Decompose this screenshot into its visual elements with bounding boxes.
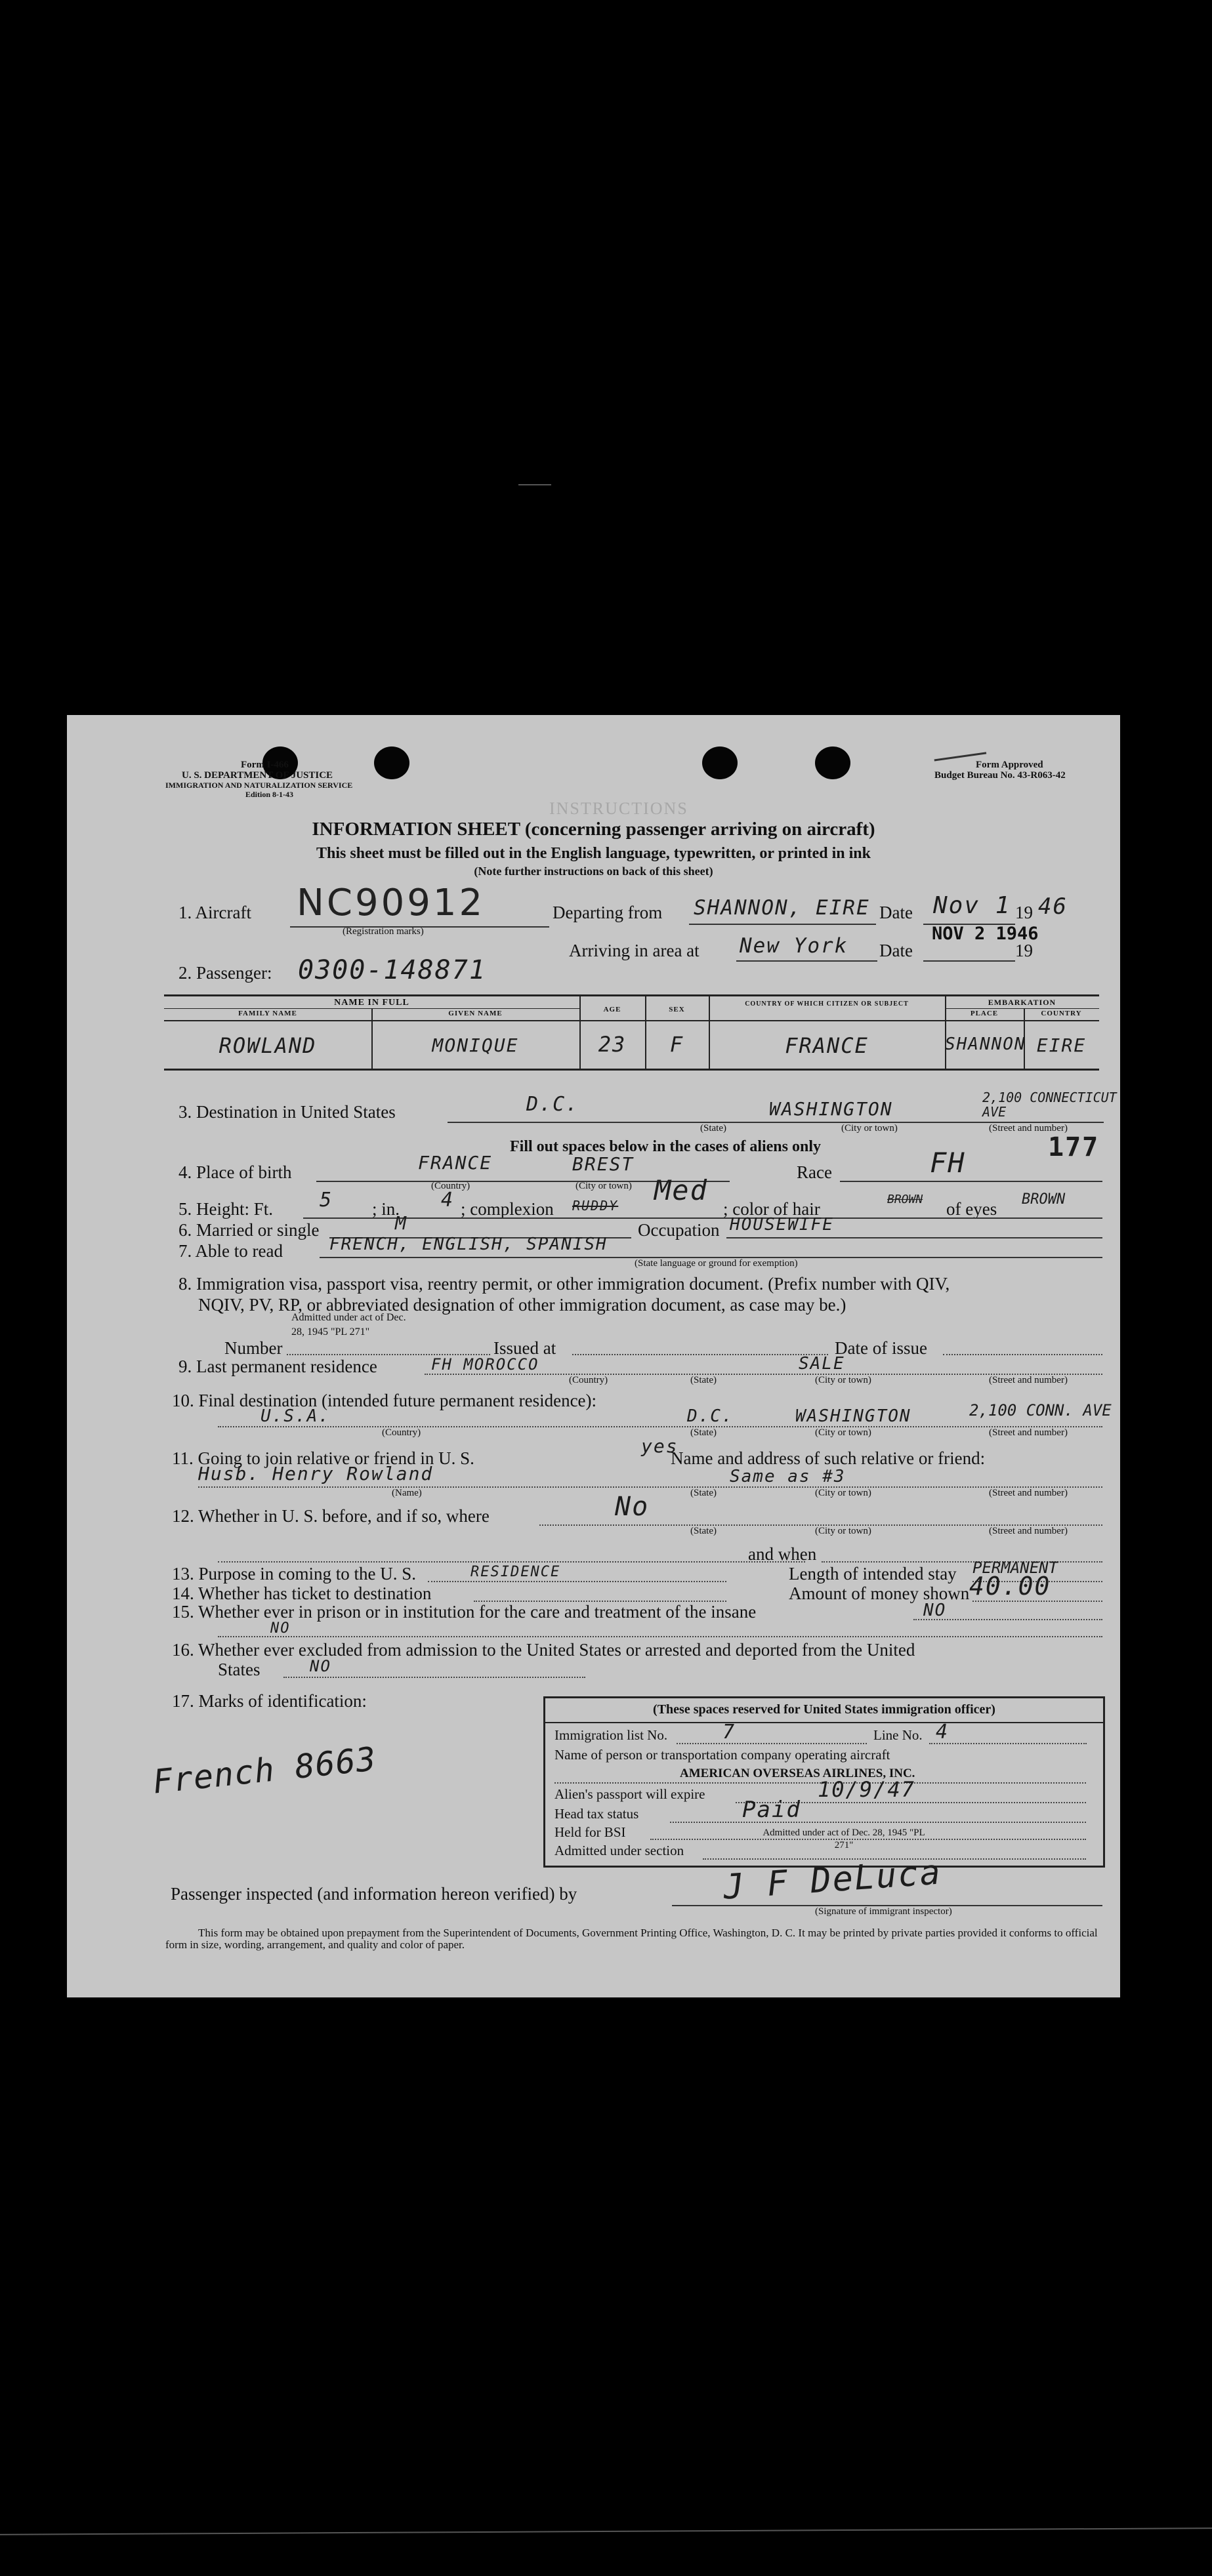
country-header: COUNTRY [1041, 1010, 1082, 1017]
list-no-value: 7 [722, 1721, 736, 1744]
prison-label: 15. Whether ever in prison or in institution for the care and treatment of the insane [172, 1602, 757, 1622]
eyes-value: BROWN [1022, 1191, 1066, 1208]
complexion-value: Med [654, 1174, 708, 1206]
height-ft-value: 5 [320, 1189, 333, 1212]
final-country-value: U.S.A. [261, 1406, 330, 1426]
final-state-value: D.C. [687, 1406, 734, 1426]
passenger-number: 0300-148871 [298, 955, 486, 985]
inch-label: ; in. [372, 1199, 400, 1219]
place-header: PLACE [970, 1010, 999, 1017]
hair-value: BROWN [887, 1193, 923, 1206]
join-value: yes [641, 1435, 679, 1457]
inspector-signature: J F DeLuca [722, 1852, 943, 1908]
join-line [198, 1486, 1102, 1488]
punch-hole [702, 746, 738, 779]
prison-line-2 [218, 1636, 1102, 1637]
destination-city-sub: (City or town) [841, 1123, 898, 1134]
given-name-value: MONIQUE [432, 1034, 519, 1056]
prison-value: NO [923, 1601, 947, 1620]
join-label: 11. Going to join relative or friend in U. S. [172, 1448, 474, 1468]
money-value: 40.00 [969, 1572, 1051, 1601]
height-label: 5. Height: Ft. [178, 1199, 274, 1219]
arrival-date-stamp: NOV 2 1946 [932, 924, 1039, 944]
company-label: Name of person or transportation company operating aircraft [554, 1747, 890, 1763]
ticket-label: 14. Whether has ticket to destination [172, 1584, 432, 1603]
before-city-sub: (City or town) [815, 1526, 871, 1536]
length-value: PERMANENT [972, 1559, 1058, 1577]
aircraft-label: 1. Aircraft [178, 903, 251, 922]
form-title: INFORMATION SHEET (concerning passenger arriving on aircraft) [312, 819, 875, 840]
birth-country-sub: (Country) [431, 1181, 470, 1191]
bsi-label: Held for BSI [554, 1824, 626, 1840]
fill-out-notice: Fill out spaces below in the cases of aliens only [510, 1138, 822, 1155]
marks-label: 17. Marks of identification: [172, 1691, 367, 1711]
arriving-value: New York [740, 934, 848, 958]
before-street-sub: (Street and number) [989, 1526, 1068, 1536]
budget-number: Budget Bureau No. 43-R063-42 [934, 770, 1066, 781]
before-state-sub: (State) [690, 1526, 717, 1536]
citizen-header: COUNTRY OF WHICH CITIZEN OR SUBJECT [745, 1000, 909, 1008]
join-city-sub: (City or town) [815, 1488, 871, 1498]
before-value: No [615, 1492, 650, 1522]
admitted-stamp: Admitted under act of Dec. 28, 1945 "PL 271" [763, 1828, 925, 1850]
birth-city-value: BREST [572, 1153, 635, 1175]
read-label: 7. Able to read [178, 1241, 283, 1261]
line-no-value: 4 [936, 1721, 950, 1744]
residence-country-value: FH MOROCCO [431, 1355, 539, 1374]
hair-label: ; color of hair [723, 1199, 820, 1219]
form-subtitle: This sheet must be filled out in the English language, typewritten, or printed in ink [316, 845, 871, 862]
join-addr-value: Same as #3 [730, 1467, 846, 1486]
name-in-full-header: NAME IN FULL [334, 998, 409, 1008]
company-value: AMERICAN OVERSEAS AIRLINES, INC. [680, 1767, 915, 1780]
visa-label-1: 8. Immigration visa, passport visa, reentry permit, or other immigration document. (Prefix number with QIV, [178, 1274, 950, 1294]
date-issue-line [943, 1354, 1102, 1355]
length-label: Length of intended stay [789, 1564, 957, 1584]
form-note: (Note further instructions on back of this sheet) [474, 865, 713, 878]
birth-city-sub: (City or town) [575, 1181, 632, 1191]
embarkation-rule [945, 1008, 1099, 1009]
edition: Edition 8-1-43 [245, 790, 294, 799]
final-street-value: 2,100 CONN. AVE [969, 1401, 1112, 1420]
read-sub: (State language or ground for exemption) [635, 1258, 798, 1269]
arrival-date-line [923, 960, 1015, 962]
issued-label: Issued at [493, 1338, 556, 1358]
date-issue-label: Date of issue [835, 1338, 927, 1358]
destination-street-value: 2,100 CONNECTICUT AVE [982, 1090, 1117, 1120]
place-value: SHANNON [945, 1034, 1026, 1054]
passenger-label: 2. Passenger: [178, 963, 272, 983]
bleed-through-text: INSTRUCTIONS [549, 799, 688, 818]
sex-header: SEX [669, 1006, 685, 1013]
destination-state-value: D.C. [526, 1093, 579, 1116]
list-no-line [677, 1743, 867, 1744]
officer-box [543, 1696, 1105, 1868]
number-label: Number [224, 1338, 283, 1358]
destination-state-sub: (State) [700, 1123, 726, 1134]
given-name-header: GIVEN NAME [448, 1010, 503, 1017]
occupation-value: HOUSEWIFE [730, 1215, 834, 1235]
destination-city-value: WASHINGTON [769, 1098, 893, 1120]
name-in-full-rule [164, 1008, 579, 1009]
passport-value: 10/9/47 [818, 1777, 915, 1802]
join-name-label: Name and address of such relative or friend: [671, 1448, 986, 1468]
before-line-2 [218, 1561, 805, 1563]
eyes-label: of eyes [946, 1199, 997, 1219]
age-header: AGE [603, 1006, 621, 1013]
issued-line [572, 1354, 828, 1355]
line-no-label: Line No. [873, 1727, 923, 1743]
record-number: 177 [1048, 1132, 1100, 1162]
departing-value: SHANNON, EIRE [694, 896, 870, 920]
destination-street-sub: (Street and number) [989, 1123, 1068, 1134]
final-country-sub: (Country) [382, 1427, 421, 1438]
excluded-value: NO [310, 1657, 331, 1675]
race-value: FH [930, 1147, 966, 1179]
complexion-struck: RUDDY [572, 1198, 619, 1214]
and-when-label: and when [748, 1544, 817, 1564]
punch-hole [815, 746, 850, 779]
read-value: FRENCH, ENGLISH, SPANISH [329, 1235, 608, 1254]
join-street-sub: (Street and number) [989, 1488, 1068, 1498]
occupation-label: Occupation [638, 1220, 720, 1240]
and-when-line [822, 1561, 1102, 1563]
date-dep-value: Nov 1 [933, 892, 1011, 919]
arrival-date-label: Date [879, 941, 913, 960]
arriving-label: Arriving in area at [569, 941, 700, 960]
citizen-value: FRANCE [785, 1033, 869, 1058]
race-line [840, 1181, 1102, 1182]
marks-value: French 8663 [150, 1740, 379, 1801]
final-street-sub: (Street and number) [989, 1427, 1068, 1438]
departing-line [689, 924, 876, 925]
residence-country-sub: (Country) [569, 1375, 608, 1385]
residence-city-value: SALE [799, 1354, 845, 1374]
registration-sublabel: (Registration marks) [343, 926, 424, 937]
residence-label: 9. Last permanent residence [178, 1357, 377, 1376]
purpose-label: 13. Purpose in coming to the U. S. [172, 1564, 416, 1584]
married-label: 6. Married or single [178, 1220, 320, 1240]
department: U. S. DEPARTMENT OF JUSTICE [182, 770, 333, 781]
departing-label: Departing from [553, 903, 663, 922]
height-line [303, 1217, 1102, 1219]
final-state-sub: (State) [690, 1427, 717, 1438]
sex-value: F [669, 1032, 684, 1057]
family-name-header: FAMILY NAME [238, 1010, 297, 1017]
passport-label: Alien's passport will expire [554, 1786, 705, 1802]
excluded-line [283, 1677, 585, 1678]
date-label: Date [879, 903, 913, 922]
scan-line [518, 484, 551, 485]
list-no-label: Immigration list No. [554, 1727, 668, 1743]
complexion-label: ; complexion [461, 1199, 554, 1219]
scan-line-bottom [0, 2527, 1212, 2535]
form-approved: Form Approved [976, 760, 1043, 770]
purpose-line [428, 1581, 726, 1582]
admitted-label: Admitted under section [554, 1843, 684, 1858]
occupation-line [726, 1237, 1102, 1238]
final-city-sub: (City or town) [815, 1427, 871, 1438]
prison-value-2: NO [270, 1620, 291, 1637]
join-name-sub: (Name) [392, 1488, 422, 1498]
join-state-sub: (State) [690, 1488, 717, 1498]
final-city-value: WASHINGTON [795, 1406, 911, 1426]
height-in-value: 4 [441, 1189, 455, 1212]
punch-hole [374, 746, 409, 779]
inspected-label: Passenger inspected (and information hereon verified) by [171, 1884, 577, 1904]
form-number: Form I-466 [241, 760, 289, 770]
passenger-table [164, 994, 1099, 1071]
residence-state-sub: (State) [690, 1375, 717, 1385]
signature-sub: (Signature of immigrant inspector) [815, 1906, 952, 1917]
table-header-divider [164, 1020, 1099, 1021]
final-label: 10. Final destination (intended future permanent residence): [172, 1391, 597, 1410]
married-value: M [395, 1212, 407, 1234]
officer-box-rule [545, 1722, 1103, 1723]
join-name-value: Husb. Henry Rowland [198, 1463, 434, 1484]
family-name-value: ROWLAND [219, 1033, 317, 1058]
age-value: 23 [598, 1032, 627, 1057]
purpose-value: RESIDENCE [470, 1564, 561, 1580]
birth-label: 4. Place of birth [178, 1162, 292, 1182]
before-label: 12. Whether in U. S. before, and if so, where [172, 1506, 490, 1526]
visa-stamp: Admitted under act of Dec. 28, 1945 "PL 271" [291, 1312, 406, 1338]
aircraft-value: NC90912 [297, 882, 486, 924]
final-line [218, 1426, 1102, 1427]
service: IMMIGRATION AND NATURALIZATION SERVICE [165, 781, 353, 790]
birth-country-value: FRANCE [418, 1152, 493, 1174]
residence-street-sub: (Street and number) [989, 1375, 1068, 1385]
officer-box-title: (These spaces reserved for United States immigration officer) [653, 1702, 995, 1717]
arrival-year-prefix: 19 [1015, 941, 1033, 960]
country-value: EIRE [1036, 1034, 1087, 1056]
year-prefix: 19 [1015, 903, 1033, 922]
residence-city-sub: (City or town) [815, 1375, 871, 1385]
race-label: Race [797, 1162, 832, 1182]
money-label: Amount of money shown [789, 1584, 970, 1603]
visa-label-2: NQIV, PV, RP, or abbreviated designation of other immigration document, as case may be.) [198, 1295, 846, 1315]
tax-line [670, 1822, 1086, 1823]
tax-label: Head tax status [554, 1806, 639, 1822]
tax-value: Paid [742, 1797, 801, 1823]
footer-note: This form may be obtained upon prepayment from the Superintendent of Documents, Government Printing Office, Washington, D. C. It may be printed by private parties provided it conforms to official form in size, wording, arrangement, and quality and color of paper. [165, 1927, 1098, 1951]
scribble-mark [932, 739, 986, 762]
prison-line [913, 1619, 1102, 1620]
destination-label: 3. Destination in United States [178, 1102, 396, 1122]
embarkation-header: EMBARKATION [988, 998, 1056, 1007]
excluded-label-2: States [218, 1660, 261, 1679]
excluded-label-1: 16. Whether ever excluded from admission to the United States or arrested and deported from the United [172, 1640, 915, 1660]
line-no-line [929, 1743, 1087, 1744]
year-dep-value: 46 [1038, 893, 1068, 920]
money-line [972, 1601, 1102, 1602]
information-sheet [67, 715, 1120, 1997]
arriving-line [736, 960, 877, 962]
